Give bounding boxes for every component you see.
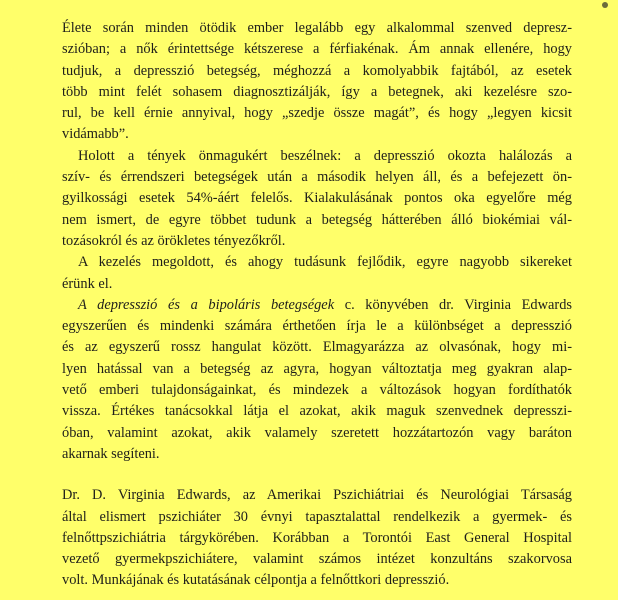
- text-line: több mint felét sohasem diagnosztizálják, így a betegnek, aki kezelésre szo-: [62, 83, 572, 100]
- text-line: nem ismert, de egyre többet tudunk a betegség hátterében álló biokémiai vál-: [62, 211, 572, 228]
- text-line: gyilkossági esetek 54%-áért felelős. Kialakulásának pontos oka egyelőre még: [62, 190, 572, 207]
- text-line: [62, 295, 572, 316]
- text-line: tozásokról és az örökletes tényezőkről.: [62, 232, 286, 249]
- text-line: vissza. Értékes tanácsokkal látja el azokat, akik maguk szenvednek depresszi-: [62, 403, 572, 420]
- text-line: rul, be kell érnie annyival, hogy „szedje össze magát”, és hogy „legyen kicsit: [62, 105, 572, 122]
- text-line: akarnak segíteni.: [62, 445, 160, 462]
- paragraph-intro: [62, 18, 572, 146]
- text-line: egyszerűen és mindenki számára érthetően írja le a különbséget a depresszió: [62, 318, 572, 335]
- text-line: érünk el.: [62, 275, 113, 292]
- text-line: által elismert pszichiáter 30 évnyi tapasztalattal rendelkezik a gyermek- és: [62, 508, 572, 525]
- paragraph-book: [62, 295, 572, 465]
- text-line: volt. Munkájának és kutatásának célpontja a felnőttkori depresszió.: [62, 572, 450, 589]
- text-line: óban, valamint azokat, akik valamely szeretett hozzátartozón vagy baráton: [62, 424, 572, 441]
- text-line: vidámabb”.: [62, 126, 129, 143]
- text-line: A kezelés megoldott, és ahogy tudásunk fejlődik, egyre nagyobb sikereket: [78, 254, 572, 271]
- back-cover-text: [62, 18, 572, 592]
- text-line: lyen hatással van a betegség az agyra, hogyan változtatja meg gyakran alap-: [62, 360, 572, 377]
- text-line: vezető gyermekpszichiátere, valamint számos intézet konzultáns szakorvosa: [62, 551, 572, 568]
- book-title: A depresszió és a bipoláris betegségek: [78, 296, 335, 313]
- corner-dot: [602, 2, 608, 8]
- author-bio: [62, 485, 572, 591]
- text-fragment: c. könyvében dr. Virginia Edwards: [334, 296, 572, 313]
- text-line: szióban; a nők érintettsége kétszerese a férfiakénak. Ám annak ellenére, hogy: [62, 41, 572, 58]
- text-line: Holott a tények önmagukért beszélnek: a depresszió okozta halálozás a: [78, 147, 572, 164]
- text-line: vető emberi tulajdonságainkat, és mindezek a változások hogyan fordíthatók: [62, 382, 572, 399]
- text-line: felnőttpszichiátria tárgykörében. Korábban a Torontói East General Hospital: [62, 529, 572, 546]
- text-line: Dr. D. Virginia Edwards, az Amerikai Pszichiátriai és Neurológiai Társaság: [62, 487, 572, 504]
- text-line: szív- és érrendszeri betegségek után a második helyen áll, és a befejezett ön-: [62, 169, 572, 186]
- paragraph-treatment: [62, 252, 572, 295]
- text-line: tudjuk, a depresszió betegség, méghozzá a komolyabbik fajtából, az esetek: [62, 62, 572, 79]
- text-line: Élete során minden ötödik ember legalább egy alkalommal szenved depresz-: [62, 20, 572, 36]
- paragraph-facts: [62, 146, 572, 252]
- text-line: és az egyszerű rossz hangulat között. Elmagyarázza az olvasónak, hogy mi-: [62, 339, 572, 356]
